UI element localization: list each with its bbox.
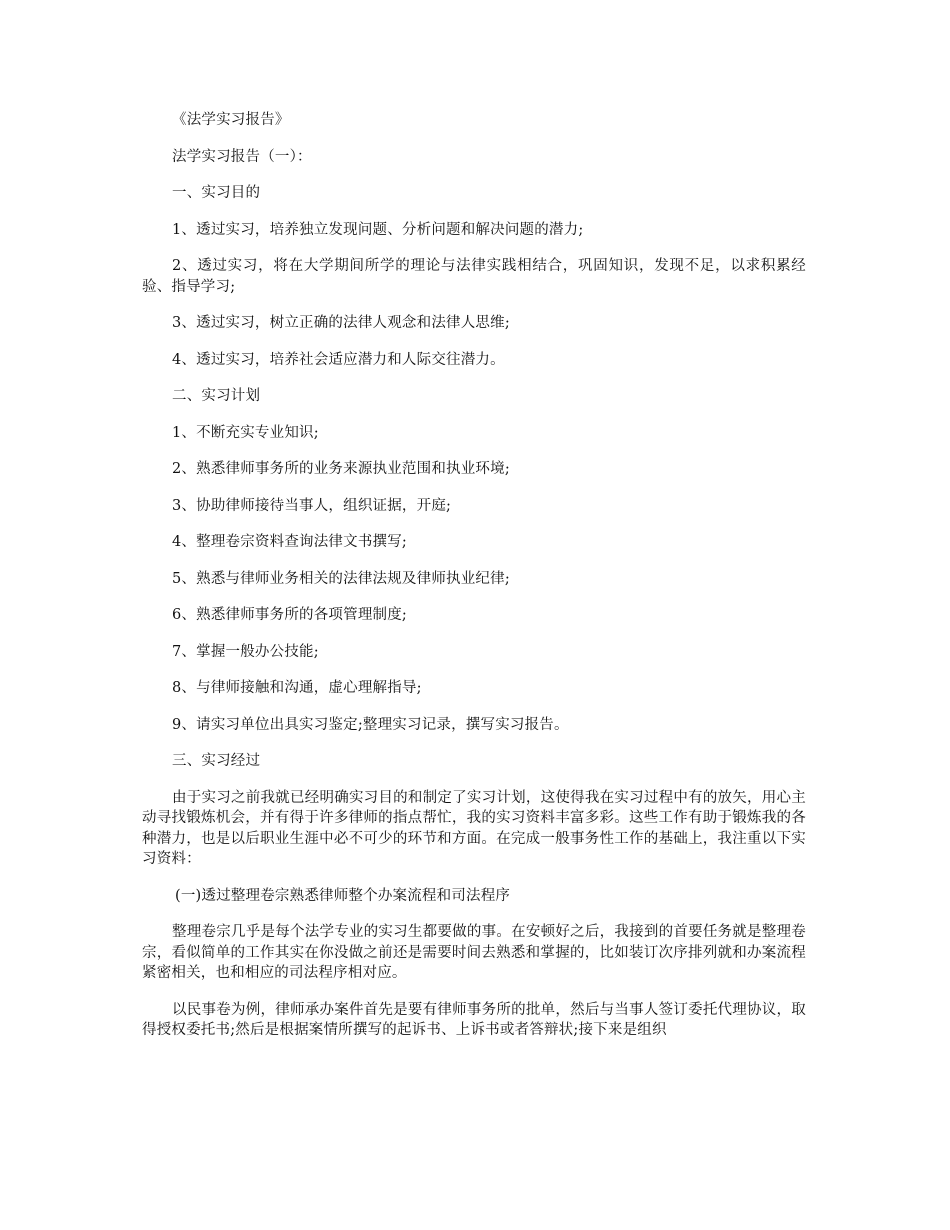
document-body [142,110,806,1057]
section-heading-plan: 二、实习计划 [172,388,261,404]
section-heading-purpose: 一、实习目的 [172,185,261,201]
purpose-item: 4、透过实习，培养社会适应潜力和人际交往潜力。 [172,351,505,368]
plan-item: 7、掌握一般办公技能; [172,643,319,660]
body-paragraph: 整理卷宗几乎是每个法学专业的实习生都要做的事。在安顿好之后，我接到的首要任务就是整理卷宗，看似简单的工作其实在你没做之前还是需要时间去熟悉和掌握的，比如装订次序排列就和办案流程紧密相关，也和相应的司法程序相对应。 [142,924,806,981]
plan-item: 9、请实习单位出具实习鉴定;整理实习记录，撰写实习报告。 [172,716,569,733]
plan-item: 2、熟悉律师事务所的业务来源执业范围和执业环境; [172,461,510,477]
plan-item: 5、熟悉与律师业务相关的法律法规及律师执业纪律; [172,570,510,587]
section-heading-process: 三、实习经过 [172,753,261,769]
document-title: 《法学实习报告》 [172,112,290,128]
purpose-item: 2、透过实习，将在大学期间所学的理论与法律实践相结合，巩固知识，发现不足，以求积累经验、指导学习; [142,258,806,295]
plan-item: 4、整理卷宗资料查询法律文书撰写; [172,534,408,550]
report-subtitle: 法学实习报告（一）： [172,148,312,165]
body-paragraph: 以民事卷为例，律师承办案件首先是要有律师事务所的批单，然后与当事人签订委托代理协议，取得授权委托书;然后是根据案情所撰写的起诉书、上诉书或者答辩状;接下来是组织 [142,1001,806,1038]
purpose-item: 3、透过实习，树立正确的法律人观念和法律人思维; [172,315,510,331]
body-paragraph: 由于实习之前我就已经明确实习目的和制定了实习计划，这使得我在实习过程中有的放矢，用心主动寻找锻炼机会，并有得于许多律师的指点帮忙，我的实习资料丰富多彩。这些工作有助于锻炼我的各种潜力，也是以后职业生涯中必不可少的环节和方面。在完成一般事务性工作的基础上，我注重以下实习资料： [142,789,806,867]
plan-item: 6、熟悉律师事务所的各项管理制度; [172,607,408,623]
purpose-item: 1、透过实习，培养独立发现问题、分析问题和解决问题的潜力; [172,221,584,238]
plan-item: 8、与律师接触和沟通，虚心理解指导; [172,680,422,696]
subsection-heading: (一)透过整理卷宗熟悉律师整个办案流程和司法程序 [175,887,511,904]
plan-item: 3、协助律师接待当事人，组织证据，开庭; [172,497,452,514]
plan-item: 1、不断充实专业知识; [172,424,319,441]
